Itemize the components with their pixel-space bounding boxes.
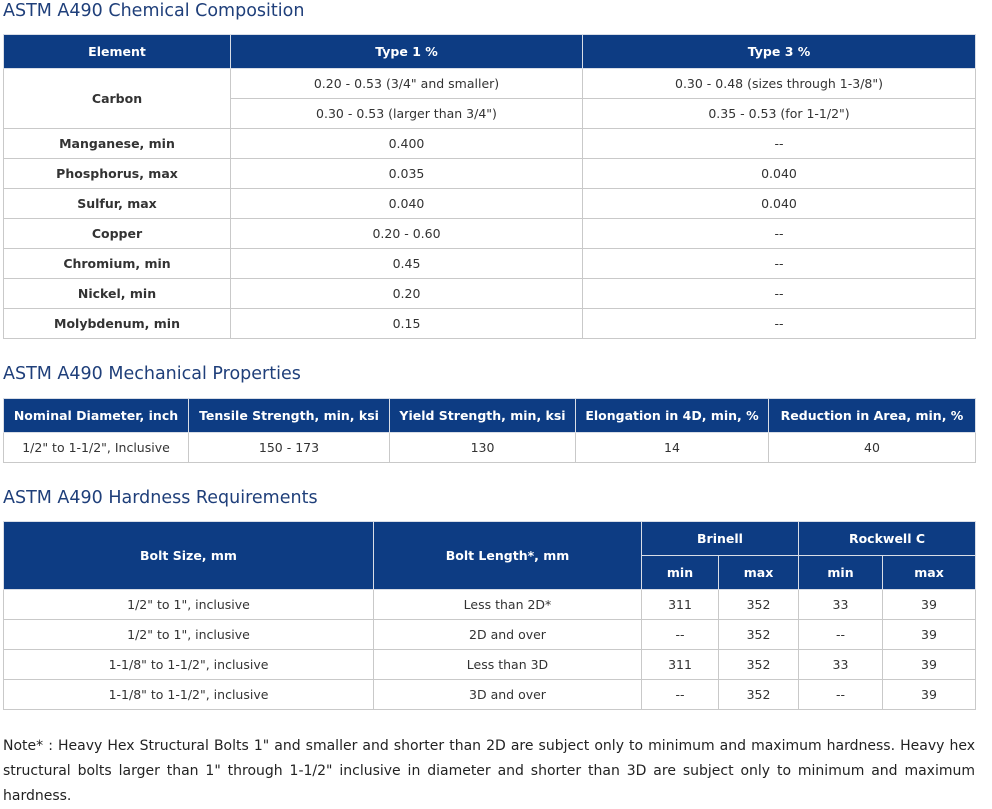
header-brinell: Brinell [642, 522, 799, 556]
table-row [4, 129, 976, 159]
type3-cell: -- [583, 309, 976, 339]
brinell-max-cell: 352 [719, 650, 799, 680]
element-cell: Phosphorus, max [4, 159, 231, 189]
type1-cell: 0.035 [231, 159, 583, 189]
elongation-cell: 14 [576, 433, 769, 463]
table-row [4, 620, 976, 650]
type1-cell: 0.45 [231, 249, 583, 279]
header-brinell-max: max [719, 556, 799, 590]
header-bolt-length: Bolt Length*, mm [374, 522, 642, 590]
rockwell-max-cell: 39 [883, 590, 976, 620]
element-cell: Chromium, min [4, 249, 231, 279]
element-cell: Copper [4, 219, 231, 249]
type3-cell: -- [583, 279, 976, 309]
mechanical-properties-table [3, 398, 976, 463]
header-rockwell-min: min [799, 556, 883, 590]
brinell-min-cell: -- [642, 620, 719, 650]
type1-cell: 0.20 - 0.60 [231, 219, 583, 249]
yield-strength-cell: 130 [390, 433, 576, 463]
table-row [4, 590, 976, 620]
tensile-strength-cell: 150 - 173 [189, 433, 390, 463]
header-rockwell-max: max [883, 556, 976, 590]
brinell-max-cell: 352 [719, 590, 799, 620]
bolt-size-cell: 1/2" to 1", inclusive [4, 590, 374, 620]
bolt-length-cell: 3D and over [374, 680, 642, 710]
element-cell: Sulfur, max [4, 189, 231, 219]
reduction-area-cell: 40 [769, 433, 976, 463]
rockwell-min-cell: 33 [799, 590, 883, 620]
brinell-max-cell: 352 [719, 680, 799, 710]
rockwell-max-cell: 39 [883, 680, 976, 710]
brinell-min-cell: 311 [642, 650, 719, 680]
header-brinell-min: min [642, 556, 719, 590]
table-row [4, 279, 976, 309]
rockwell-min-cell: 33 [799, 650, 883, 680]
hardness-requirements-table [3, 521, 976, 710]
table-header-row [4, 35, 976, 69]
header-rockwell: Rockwell C [799, 522, 976, 556]
nominal-diameter-cell: 1/2" to 1-1/2", Inclusive [4, 433, 189, 463]
type1-cell: 0.15 [231, 309, 583, 339]
type3-cell: -- [583, 249, 976, 279]
type1-cell: 0.20 [231, 279, 583, 309]
table-row [4, 650, 976, 680]
footnote: Note* : Heavy Hex Structural Bolts 1" and smaller and shorter than 2D are subject only to minimum and maximum hardness. Heavy hex structural bolts larger than 1" through 1-1/2" inclusive in diameter and shorter than 3D are subject only to minimum and maximum hardness. [3, 738, 975, 804]
element-cell: Molybdenum, min [4, 309, 231, 339]
bolt-size-cell: 1-1/8" to 1-1/2", inclusive [4, 650, 374, 680]
bolt-size-cell: 1-1/8" to 1-1/2", inclusive [4, 680, 374, 710]
header-elongation: Elongation in 4D, min, % [576, 399, 769, 433]
hardness-requirements-title: ASTM A490 Hardness Requirements [3, 488, 318, 508]
type3-cell: -- [583, 219, 976, 249]
rockwell-min-cell: -- [799, 680, 883, 710]
type3-cell: 0.35 - 0.53 (for 1-1/2") [583, 99, 976, 129]
table-row [4, 69, 976, 99]
type1-cell: 0.20 - 0.53 (3/4" and smaller) [231, 69, 583, 99]
chemical-composition-table [3, 34, 976, 339]
table-row [4, 219, 976, 249]
mechanical-properties-title: ASTM A490 Mechanical Properties [3, 364, 301, 384]
header-element: Element [4, 35, 231, 69]
table-row [4, 309, 976, 339]
rockwell-min-cell: -- [799, 620, 883, 650]
type3-cell: 0.30 - 0.48 (sizes through 1-3/8") [583, 69, 976, 99]
table-row [4, 159, 976, 189]
type3-cell: 0.040 [583, 159, 976, 189]
header-type1: Type 1 % [231, 35, 583, 69]
header-reduction-area: Reduction in Area, min, % [769, 399, 976, 433]
chemical-composition-title: ASTM A490 Chemical Composition [3, 1, 305, 21]
header-type3: Type 3 % [583, 35, 976, 69]
header-yield-strength: Yield Strength, min, ksi [390, 399, 576, 433]
bolt-length-cell: Less than 2D* [374, 590, 642, 620]
table-row [4, 189, 976, 219]
bolt-length-cell: 2D and over [374, 620, 642, 650]
header-bolt-size: Bolt Size, mm [4, 522, 374, 590]
table-header-row [4, 399, 976, 433]
table-row [4, 249, 976, 279]
header-nominal-diameter: Nominal Diameter, inch [4, 399, 189, 433]
element-cell: Manganese, min [4, 129, 231, 159]
table-header-row [4, 522, 976, 556]
type1-cell: 0.30 - 0.53 (larger than 3/4") [231, 99, 583, 129]
bolt-size-cell: 1/2" to 1", inclusive [4, 620, 374, 650]
bolt-length-cell: Less than 3D [374, 650, 642, 680]
brinell-max-cell: 352 [719, 620, 799, 650]
rockwell-max-cell: 39 [883, 650, 976, 680]
type1-cell: 0.040 [231, 189, 583, 219]
type3-cell: 0.040 [583, 189, 976, 219]
type3-cell: -- [583, 129, 976, 159]
brinell-min-cell: 311 [642, 590, 719, 620]
type1-cell: 0.400 [231, 129, 583, 159]
rockwell-max-cell: 39 [883, 620, 976, 650]
table-row [4, 680, 976, 710]
element-cell: Carbon [4, 69, 231, 129]
header-tensile-strength: Tensile Strength, min, ksi [189, 399, 390, 433]
table-row [4, 433, 976, 463]
element-cell: Nickel, min [4, 279, 231, 309]
brinell-min-cell: -- [642, 680, 719, 710]
